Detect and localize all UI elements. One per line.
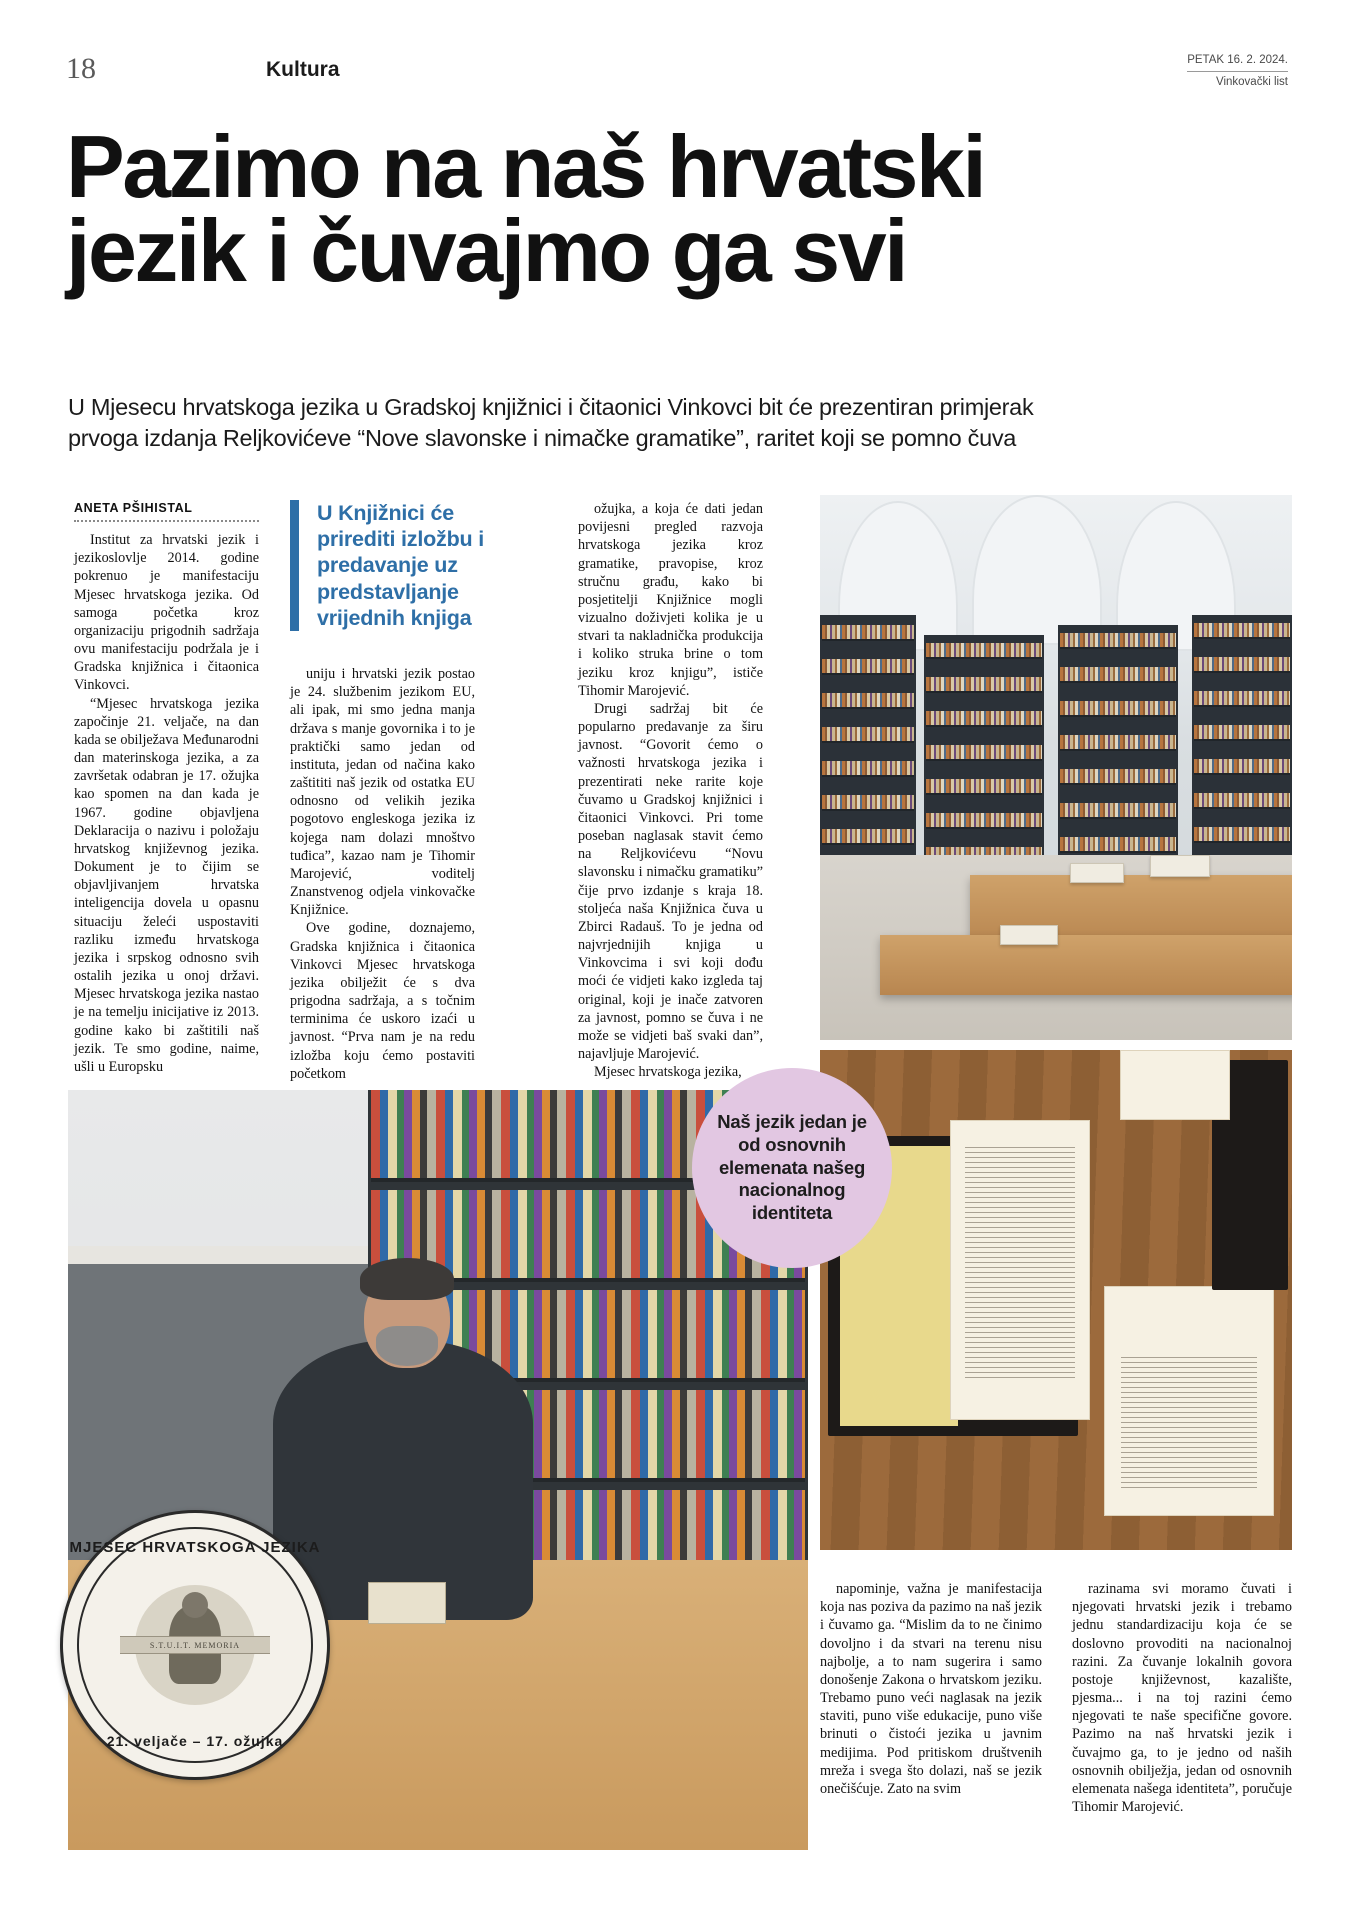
book-on-table [1000, 925, 1058, 945]
body-column-4 [820, 1580, 1042, 1798]
headline-line-2: jezik i čuvajmo ga svi [66, 201, 907, 301]
paragraph: Mjesec hrvatskoga jezika, [594, 1064, 742, 1081]
body-column-1 [74, 500, 259, 1076]
old-book-photo [820, 1050, 1292, 1550]
book-page [950, 1120, 1090, 1420]
page-headline [66, 117, 1296, 301]
book-on-table [1150, 855, 1210, 877]
paragraph: “Mjesec hrvatskoga jezika započinje 21. veljače, na dan kada se obilježava Međunarodni dan materinskoga jezika, a za završetak odabran je 17. ožujka kao spomen na dan kada je 1967. godine objavljena Deklaracija o nazivu i položaju hrvatskog književnog jezika. Dokument je to čijim se objavljivanjem hrvatska inteligencija dovela u opasnu situaciju želeći uspostaviti razliku između hrvatskoga jezika i srpskog odnosno svih ostalih jezika u onoj državi. Mjesec hrvatskoga jezika nastao je na temelju inicijative iz 2013. godine kako bi zaštitili naš jezik. Te smo godine, naime, ušli u Europsku [74, 695, 259, 1075]
paragraph: uniju i hrvatski jezik postao je 24. službenim jezikom EU, ali ipak, mi smo jedna manja država s manje govornika i to je praktički samo jedan od instituta, jedan od načina kako zaštititi naš jezik od ostatka EU odnosno od velikih jezika pogotovo engleskoga jezika iz kojega nam dolazi mnoštvo tuđica”, kazao nam je Tihomir Marojević, voditelj Znanstvenog odjela vinkovačke Knjižnice. [290, 666, 475, 919]
seal-text-top: MJESEC HRVATSKOGA JEZIKA [69, 1539, 321, 1556]
page-number: 18 [66, 52, 96, 85]
paragraph: razinama svi moramo čuvati i njegovati hrvatski jezik i trebamo jednu standardizaciju koja će se doslovno provoditi na nacionalnoj razini. Za čuvanje lokalnih govora postoje književnost, kazalište, pjesma... i na toj razini ćemo njegovati te naše specifične govore. Pazimo na naš hrvatski jezik i čuvajmo ga, to je jedno od naših osnovnih obilježja, jedan od osnovnih elemenata našega identiteta”, poručuje Tihomir Marojević. [1072, 1581, 1292, 1816]
body-column-5 [1072, 1580, 1292, 1816]
paragraph: ožujka, a koja će dati jedan povijesni pregled razvoja hrvatskoga jezika kroz gramatike, pravopise, kroz stručnu građu, kako bi posjetitelji Knjižnice mogli vizualno doživjeti kolika je u stvari ta nakladnička produkcija i koliko struka brine o tom jeziku kroz knjigu”, ističe Tihomir Marojević. [578, 501, 763, 699]
body-column-3 [578, 500, 763, 1082]
paragraph: napominje, važna je manifestacija koja nas poziva da pazimo na naš jezik i čuvamo ga. “Mislim da to ne činimo dovoljno i da stvari na terenu nisu najbolje, a to nam sugerira i samo donošenje Zakona o hrvatskom jeziku. Trebamo puno veći naglasak na jezik staviti, puno više edukacije, puno više brinuti o čistoći jezika u javnim medijima. Pod pritiskom društvenih mreža i svega što dolazi, naš se jezik onečišćuje. Zato na svim [820, 1581, 1042, 1797]
book-page [1104, 1286, 1274, 1516]
standfirst [68, 392, 1293, 453]
reading-table [880, 935, 1292, 995]
counter-top [68, 1246, 368, 1264]
issue-date: PETAK 16. 2. 2024. [1187, 54, 1288, 66]
bookshelf [1058, 625, 1178, 875]
section-title: Kultura [266, 58, 340, 81]
headline-line-1: Pazimo na naš hrvatski [66, 117, 985, 216]
event-seal-logo [60, 1510, 330, 1780]
loose-page [1120, 1050, 1230, 1120]
paragraph: Institut za hrvatski jezik i jezikoslovlje 2014. godine pokrenuo je manifestaciju Mjesec hrvatskoga jezika. Od samoga početka kroz organizaciju prigodnih sadržaja ovu manifestaciju podržala je i Gradska knjižnica i čitaonica Vinkovci. [74, 532, 259, 694]
seal-band-text: S.T.U.I.T. MEMORIA [120, 1636, 270, 1654]
book-on-table [1070, 863, 1124, 883]
bookshelf [924, 635, 1044, 885]
standfirst-line-2: prvoga izdanja Reljkovićeve “Nove slavonske i nimačke gramatike”, raritet koji se pomno čuva [68, 424, 1017, 451]
byline: ANETA PŠIHISTAL [74, 501, 193, 515]
body-column-2 [290, 665, 475, 1083]
bookshelf [1192, 615, 1292, 885]
person-hair [360, 1258, 454, 1300]
paragraph: Ove godine, doznajemo, Gradska knjižnica i čitaonica Vinkovci Mjesec hrvatskoga jezika obilježit će s dva prigodna sadržaja, a s točnim terminima će uskoro izaći u javnost. “Prva nam je na redu izložba koju ćemo postaviti početkom [290, 920, 475, 1082]
paragraph: Drugi sadržaj bit će popularno predavanje za širu javnost. “Govorit ćemo o važnosti hrvatskoga jezika i prezentirati neke rarite koje čuvamo u Gradskoj knjižnici i čitaonici Vinkovci. Pri tome poseban naglasak stavit ćemo na Reljkovićevu “Novu slavonsku i nimačku gramatiku” čije prvo izdanje s kraja 18. stoljeća naša Knjižnica čuva u Zbirci Radauš. To je jedna od najvrjednijih knjiga u Vinkovcima i svi koji dođu moći će vidjeti kako izgleda taj original, koji je inače zatvoren za javnost, pomno se čuva i ne može se vidjeti baš svaki dan”, najavljuje Marojević. [578, 700, 763, 1063]
library-interior-photo [820, 495, 1292, 1040]
publication-name: Vinkovački list [1215, 75, 1288, 88]
standfirst-line-1: U Mjesecu hrvatskoga jezika u Gradskoj knjižnici i čitaonici Vinkovci bit će prezentiran primjerak [68, 394, 1034, 420]
person-beard [376, 1326, 438, 1366]
held-book [368, 1582, 446, 1624]
circle-callout: Naš jezik jedan je od osnovnih elemenata našeg nacionalnog identiteta [692, 1068, 892, 1268]
divider [1187, 71, 1288, 72]
issue-info [1187, 52, 1288, 90]
byline-rule [74, 520, 259, 522]
seal-text-bottom: 21. veljače – 17. ožujka [106, 1733, 284, 1749]
pull-quote: U Knjižnici će prirediti izložbu i predavanje uz predstavljanje vrijednih knjiga [290, 500, 488, 631]
masthead [66, 52, 1288, 92]
